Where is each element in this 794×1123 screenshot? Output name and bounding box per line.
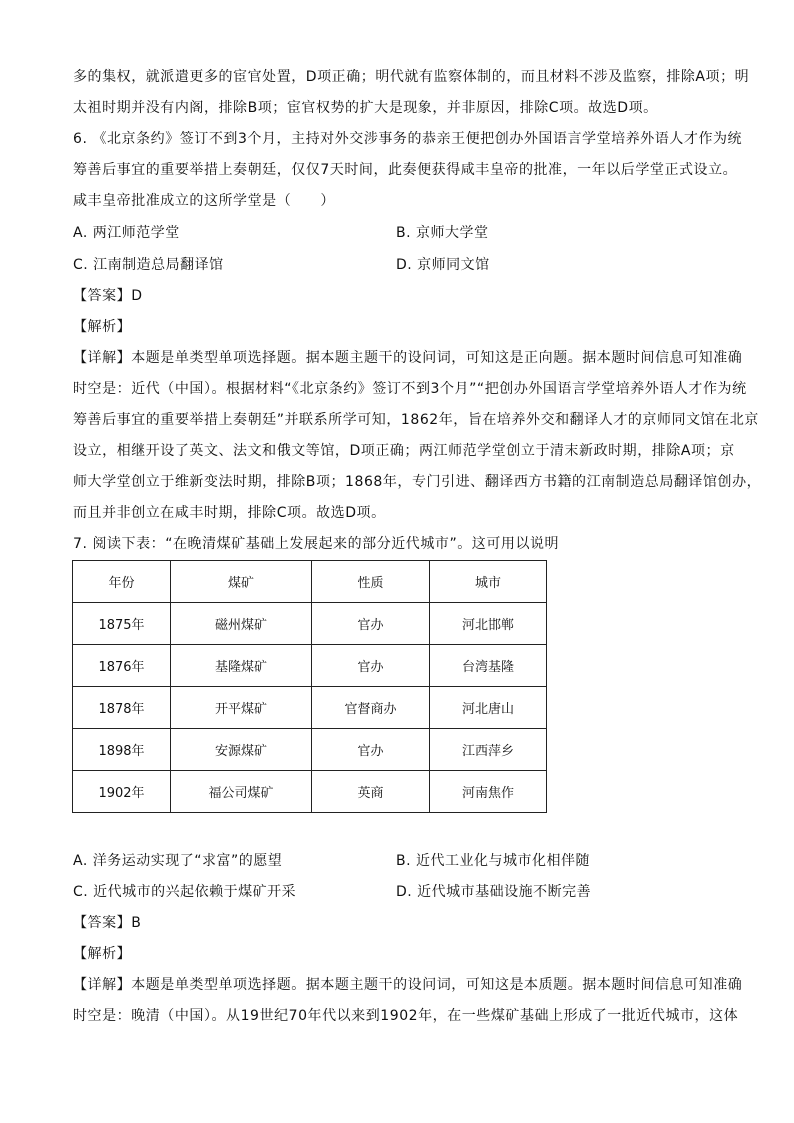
q7-detail-line: 【详解】本题是单类型单项选择题。据本题主题干的设问词，可知这是本质题。据本题时间信息可知准确 <box>73 977 743 993</box>
table-cell: 基隆煤矿 <box>171 645 312 687</box>
q6-detail-line: 设立，相继开设了英文、法文和俄文等馆，D项正确；两江师范学堂创立于清末新政时期，排除A项；京 <box>73 443 735 459</box>
table-cell: 官办 <box>312 729 430 771</box>
q6-detail-line: 而且并非创立在咸丰时期，排除C项。故选D项。 <box>73 505 386 521</box>
table-cell: 1875年 <box>73 603 171 645</box>
q7-option-a: A. 洋务运动实现了“求富”的愿望 <box>73 853 283 869</box>
table-row <box>73 729 547 771</box>
q7-answer: 【答案】B <box>73 915 142 931</box>
q7-analysis-label: 【解析】 <box>73 946 132 962</box>
question-6-stem: 咸丰皇帝批准成立的这所学堂是（ ） <box>73 193 335 209</box>
q7-option-c: C. 近代城市的兴起依赖于煤矿开采 <box>73 884 297 900</box>
table-cell: 官办 <box>312 603 430 645</box>
table-header-row <box>73 561 547 603</box>
table-cell: 河南焦作 <box>430 771 547 813</box>
q6-option-c: C. 江南制造总局翻译馆 <box>73 257 224 273</box>
table-cell: 河北邯郸 <box>430 603 547 645</box>
table-cell: 1876年 <box>73 645 171 687</box>
table-header-cell: 性质 <box>312 561 430 603</box>
table-cell: 1902年 <box>73 771 171 813</box>
table-row <box>73 645 547 687</box>
table-cell: 台湾基隆 <box>430 645 547 687</box>
q6-detail-line: 【详解】本题是单类型单项选择题。据本题主题干的设问词，可知这是正向题。据本题时间信息可知准确 <box>73 350 743 366</box>
question-6-stem: 6. 《北京条约》签订不到3个月，主持对外交涉事务的恭亲王便把创办外国语言学堂培养外语人才作为统 <box>73 131 743 147</box>
q6-analysis-label: 【解析】 <box>73 319 132 335</box>
table-row <box>73 603 547 645</box>
question-7-stem: 7. 阅读下表：“在晚清煤矿基础上发展起来的部分近代城市”。这可用以说明 <box>73 536 560 552</box>
question-6-stem: 筹善后事宜的重要举措上奏朝廷，仅仅7天时间，此奏便获得咸丰皇帝的批准，一年以后学堂正式设立。 <box>73 162 738 178</box>
table-cell: 英商 <box>312 771 430 813</box>
q6-option-a: A. 两江师范学堂 <box>73 225 180 241</box>
q7-detail-line: 时空是：晚清（中国）。从19世纪70年代以来到1902年，在一些煤矿基础上形成了一批近代城市，这体 <box>73 1008 739 1024</box>
table-header-cell: 煤矿 <box>171 561 312 603</box>
table-row <box>73 771 547 813</box>
table-cell: 1878年 <box>73 687 171 729</box>
paragraph-line: 太祖时期并没有内阁，排除B项；宦官权势的扩大是现象，并非原因，排除C项。故选D项。 <box>73 100 658 116</box>
q6-option-d: D. 京师同文馆 <box>396 257 490 273</box>
table-cell: 福公司煤矿 <box>171 771 312 813</box>
table-row <box>73 687 547 729</box>
table-cell: 河北唐山 <box>430 687 547 729</box>
coal-city-table <box>72 560 547 813</box>
q6-detail-line: 筹善后事宜的重要举措上奏朝廷”并联系所学可知，1862年，旨在培养外交和翻译人才的京师同文馆在北京 <box>73 412 759 428</box>
table-cell: 江西萍乡 <box>430 729 547 771</box>
table-cell: 安源煤矿 <box>171 729 312 771</box>
q6-answer: 【答案】D <box>73 288 143 304</box>
table-cell: 磁州煤矿 <box>171 603 312 645</box>
table-cell: 1898年 <box>73 729 171 771</box>
table-header-cell: 年份 <box>73 561 171 603</box>
table-cell: 官办 <box>312 645 430 687</box>
table-header-cell: 城市 <box>430 561 547 603</box>
q7-option-d: D. 近代城市基础设施不断完善 <box>396 884 592 900</box>
q6-option-b: B. 京师大学堂 <box>396 225 489 241</box>
q6-detail-line: 师大学堂创立于维新变法时期，排除B项；1868年，专门引进、翻译西方书籍的江南制造总局翻译馆创办， <box>73 474 762 490</box>
q7-option-b: B. 近代工业化与城市化相伴随 <box>396 853 591 869</box>
q6-detail-line: 时空是：近代（中国）。根据材料“《北京条约》签订不到3个月”“把创办外国语言学堂培养外语人才作为统 <box>73 381 747 397</box>
paragraph-line: 多的集权，就派遣更多的宦官处置，D项正确；明代就有监察体制的，而且材料不涉及监察，排除A项；明 <box>73 69 750 85</box>
table-cell: 官督商办 <box>312 687 430 729</box>
table-cell: 开平煤矿 <box>171 687 312 729</box>
